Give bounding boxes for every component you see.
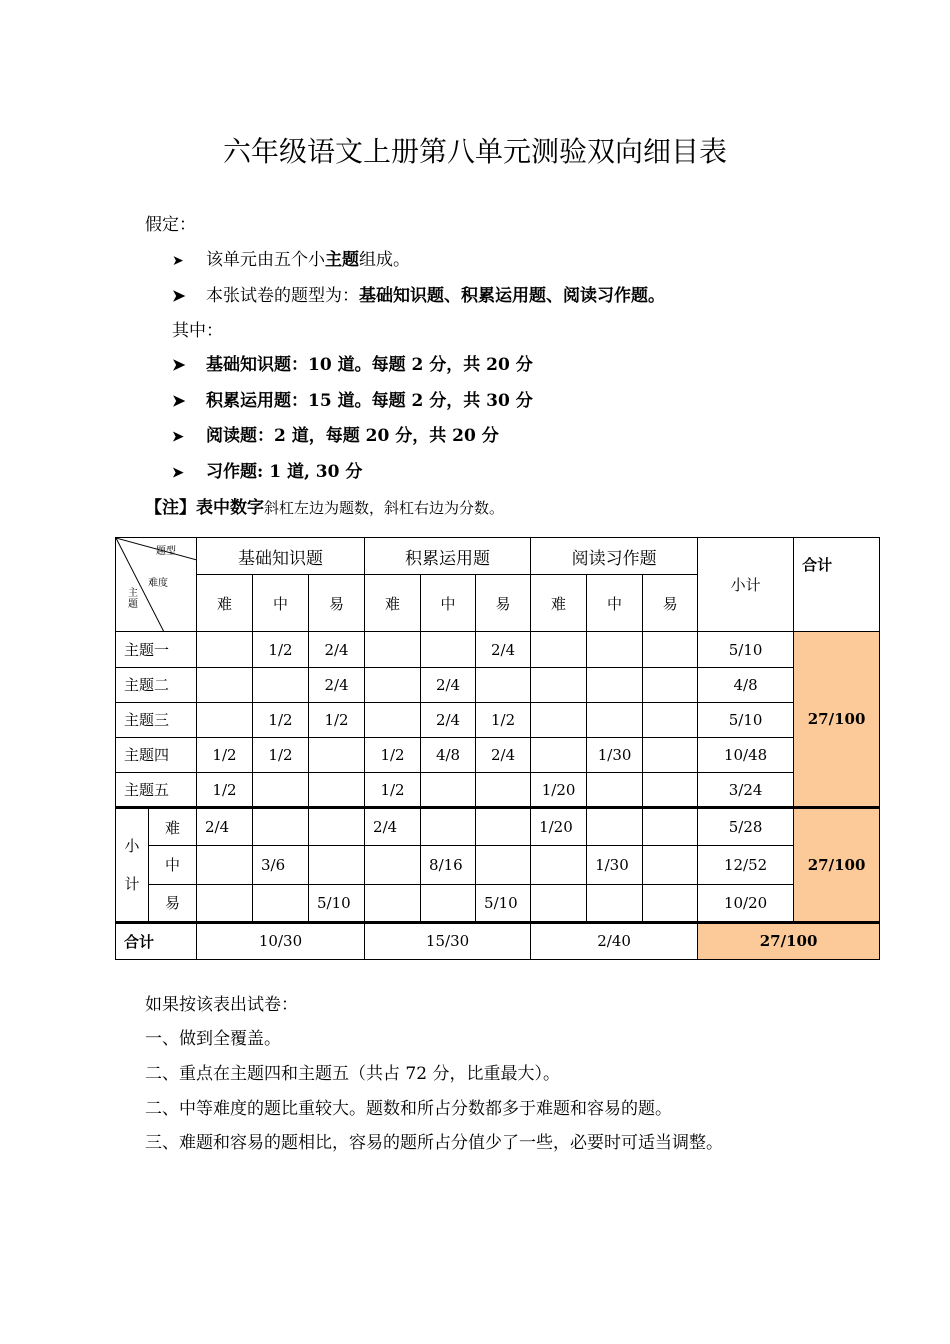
conclusion-item: 二、中等难度的题比重较大。题数和所占分数都多于难题和容易的题。 xyxy=(145,1099,672,1119)
table-cell xyxy=(476,667,531,702)
footer-total-label: 合计 xyxy=(116,922,197,959)
table-cell xyxy=(365,702,421,737)
group-header-reading-writing: 阅读习作题 xyxy=(531,538,698,575)
among-label: 其中： xyxy=(172,321,223,341)
table-cell xyxy=(253,773,309,808)
table-cell: 1/2 xyxy=(476,702,531,737)
table-row xyxy=(116,773,880,808)
table-cell: 5/10 xyxy=(309,884,365,922)
table-cell xyxy=(476,846,531,884)
table-cell xyxy=(309,846,365,884)
footer-group-total: 10/30 xyxy=(197,922,365,959)
subtotal-side-label: 小 计 xyxy=(116,808,149,923)
table-cell xyxy=(253,808,309,846)
bullet-writing: ➤ 习作题: 1 道, 30 分 xyxy=(172,462,363,482)
bullet-basic-knowledge: ➤ 基础知识题：10 道。每题 2 分，共 20 分 xyxy=(172,355,533,375)
assume-label: 假定： xyxy=(145,215,196,235)
table-cell xyxy=(643,808,698,846)
table-cell xyxy=(587,884,643,922)
table-cell xyxy=(421,632,476,667)
row-subtotal: 5/28 xyxy=(698,808,794,846)
table-cell xyxy=(421,884,476,922)
level-hard: 难 xyxy=(365,575,421,632)
level-easy: 易 xyxy=(476,575,531,632)
level-easy: 易 xyxy=(643,575,698,632)
level-easy: 易 xyxy=(309,575,365,632)
table-cell: 2/4 xyxy=(197,808,253,846)
table-cell xyxy=(531,667,587,702)
table-cell xyxy=(476,808,531,846)
level-medium: 中 xyxy=(253,575,309,632)
table-cell xyxy=(197,884,253,922)
topic-name: 主题一 xyxy=(116,632,197,667)
table-row xyxy=(116,737,880,772)
table-cell: 1/2 xyxy=(365,773,421,808)
table-cell: 2/4 xyxy=(309,667,365,702)
difficulty-total: 27/100 xyxy=(794,808,880,923)
topic-name: 主题三 xyxy=(116,702,197,737)
difficulty-name: 中 xyxy=(149,846,197,884)
table-cell xyxy=(421,808,476,846)
level-hard: 难 xyxy=(531,575,587,632)
level-medium: 中 xyxy=(421,575,476,632)
table-cell xyxy=(365,667,421,702)
table-cell xyxy=(643,773,698,808)
conclusion-item: 二、重点在主题四和主题五（共占 72 分，比重最大）。 xyxy=(145,1064,560,1084)
table-cell: 2/4 xyxy=(476,737,531,772)
arrowhead-bullet-icon: ➤ xyxy=(172,286,186,305)
table-cell: 1/2 xyxy=(253,702,309,737)
table-cell xyxy=(643,667,698,702)
table-cell xyxy=(643,632,698,667)
corner-difficulty-label: 难度 xyxy=(148,578,168,589)
bullet-accumulation: ➤ 积累运用题：15 道。每题 2 分，共 30 分 xyxy=(172,391,533,411)
topics-total: 27/100 xyxy=(794,632,880,808)
table-row xyxy=(116,922,880,959)
table-cell xyxy=(531,884,587,922)
table-cell xyxy=(643,737,698,772)
table-cell: 1/30 xyxy=(587,846,643,884)
row-subtotal: 10/20 xyxy=(698,884,794,922)
table-row xyxy=(116,884,880,922)
corner-header: 题型 难度 主 题 xyxy=(116,538,197,632)
group-header-accumulation: 积累运用题 xyxy=(365,538,531,575)
table-cell: 2/4 xyxy=(476,632,531,667)
table-cell xyxy=(253,667,309,702)
topic-name: 主题五 xyxy=(116,773,197,808)
arrowhead-bullet-icon: ➤ xyxy=(172,429,184,445)
table-row xyxy=(116,808,880,846)
table-cell xyxy=(587,632,643,667)
table-cell: 8/16 xyxy=(421,846,476,884)
table-cell: 5/10 xyxy=(476,884,531,922)
table-cell xyxy=(197,667,253,702)
table-cell: 1/2 xyxy=(197,773,253,808)
topic-name: 主题二 xyxy=(116,667,197,702)
row-subtotal: 4/8 xyxy=(698,667,794,702)
table-cell: 1/2 xyxy=(197,737,253,772)
table-row xyxy=(116,667,880,702)
table-cell: 2/4 xyxy=(421,667,476,702)
table-cell: 1/20 xyxy=(531,808,587,846)
arrowhead-bullet-icon: ➤ xyxy=(172,355,186,374)
difficulty-name: 易 xyxy=(149,884,197,922)
table-row xyxy=(116,632,880,667)
bullet-question-types: ➤ 本张试卷的题型为：基础知识题、积累运用题、阅读习作题。 xyxy=(172,286,665,306)
table-cell: 1/20 xyxy=(531,773,587,808)
table-cell xyxy=(531,737,587,772)
table-cell xyxy=(197,702,253,737)
table-cell: 3/6 xyxy=(253,846,309,884)
table-cell xyxy=(587,702,643,737)
table-cell: 1/30 xyxy=(587,737,643,772)
table-cell: 1/2 xyxy=(253,737,309,772)
specification-table xyxy=(115,537,880,960)
table-cell: 4/8 xyxy=(421,737,476,772)
difficulty-name: 难 xyxy=(149,808,197,846)
table-cell xyxy=(587,808,643,846)
arrowhead-bullet-icon: ➤ xyxy=(172,465,184,481)
table-cell xyxy=(365,846,421,884)
table-cell: 2/4 xyxy=(309,632,365,667)
footer-group-total: 2/40 xyxy=(531,922,698,959)
level-hard: 难 xyxy=(197,575,253,632)
table-cell xyxy=(253,884,309,922)
conclusion-item: 一、做到全覆盖。 xyxy=(145,1029,281,1049)
page-title: 六年级语文上册第八单元测验双向细目表 xyxy=(222,135,727,168)
table-cell xyxy=(309,808,365,846)
topic-name: 主题四 xyxy=(116,737,197,772)
table-cell xyxy=(309,737,365,772)
row-subtotal: 3/24 xyxy=(698,773,794,808)
note: 【注】表中数字斜杠左边为题数，斜杠右边为分数。 xyxy=(145,498,505,518)
table-cell xyxy=(476,773,531,808)
table-cell xyxy=(643,846,698,884)
footer-group-total: 15/30 xyxy=(365,922,531,959)
footer-grand-total: 27/100 xyxy=(698,922,880,959)
arrowhead-bullet-icon: ➤ xyxy=(172,391,186,410)
table-cell xyxy=(421,773,476,808)
table-row xyxy=(116,702,880,737)
row-subtotal: 10/48 xyxy=(698,737,794,772)
table-cell xyxy=(365,632,421,667)
arrowhead-bullet-icon: ➤ xyxy=(172,253,184,269)
row-subtotal: 12/52 xyxy=(698,846,794,884)
table-row xyxy=(116,846,880,884)
table-cell xyxy=(587,773,643,808)
table-cell xyxy=(197,846,253,884)
table-cell xyxy=(643,884,698,922)
table-cell xyxy=(531,702,587,737)
table-cell xyxy=(643,702,698,737)
total-header: 合计 xyxy=(794,538,880,632)
group-header-basic: 基础知识题 xyxy=(197,538,365,575)
table-cell: 1/2 xyxy=(365,737,421,772)
corner-type-label: 题型 xyxy=(156,546,176,557)
table-cell xyxy=(531,846,587,884)
table-cell: 1/2 xyxy=(253,632,309,667)
conclusion-lead: 如果按该表出试卷： xyxy=(145,995,298,1015)
table-cell: 1/2 xyxy=(309,702,365,737)
conclusion-item: 三、难题和容易的题相比，容易的题所占分值少了一些，必要时可适当调整。 xyxy=(145,1133,723,1153)
row-subtotal: 5/10 xyxy=(698,632,794,667)
table-cell xyxy=(587,667,643,702)
table-cell xyxy=(197,632,253,667)
table-cell: 2/4 xyxy=(365,808,421,846)
bullet-reading: ➤ 阅读题：2 道，每题 20 分，共 20 分 xyxy=(172,426,499,446)
row-subtotal: 5/10 xyxy=(698,702,794,737)
table-cell xyxy=(531,632,587,667)
level-medium: 中 xyxy=(587,575,643,632)
bullet-topics: ➤ 该单元由五个小主题组成。 xyxy=(172,250,410,270)
table-cell xyxy=(309,773,365,808)
table-cell: 2/4 xyxy=(421,702,476,737)
subtotal-header: 小计 xyxy=(698,538,794,632)
table-cell xyxy=(365,884,421,922)
